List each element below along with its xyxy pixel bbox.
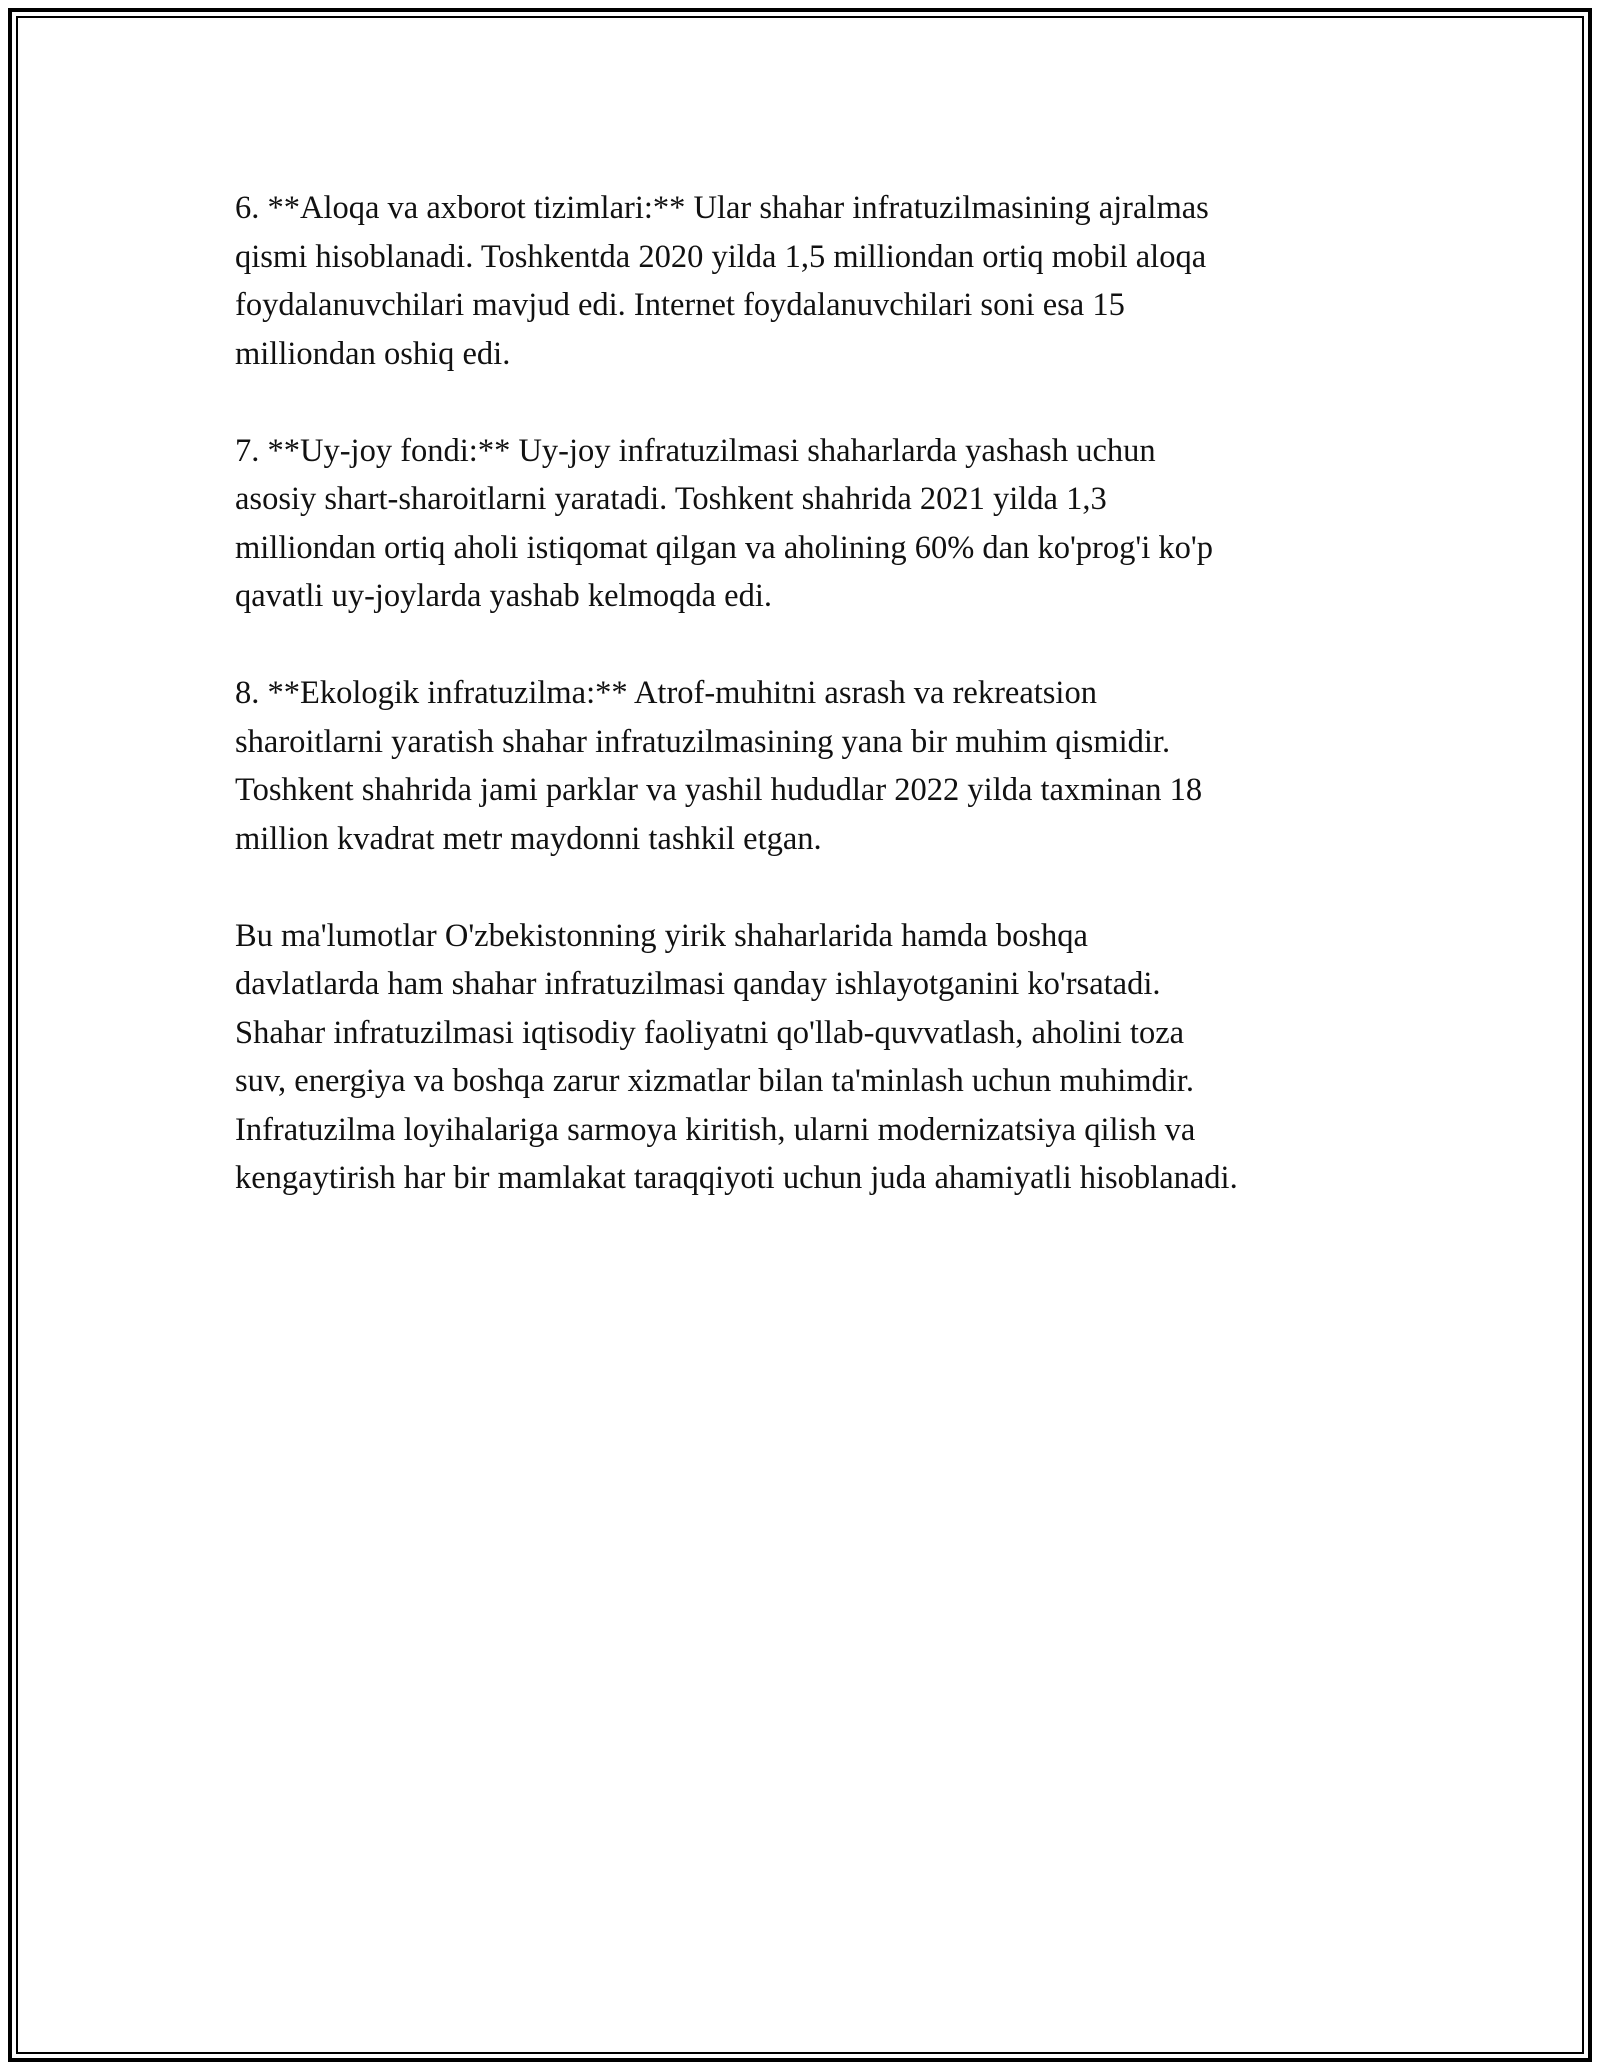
text-line: asosiy shart-sharoitlarni yaratadi. Toshkent shahrida 2021 yilda 1,3 bbox=[235, 481, 1107, 517]
text-line: milliondan oshiq edi. bbox=[235, 335, 511, 372]
text-line: 7. **Uy-joy fondi:** Uy-joy infratuzilmasi shaharlarda yashash uchun bbox=[235, 432, 1156, 469]
text-line: 8. **Ekologik infratuzilma:** Atrof-muhitni asrash va rekreatsion bbox=[235, 675, 1097, 711]
text-line: davlatlarda ham shahar infratuzilmasi qanday ishlayotganini ko'rsatadi. bbox=[235, 966, 1161, 1002]
document-body bbox=[235, 184, 1385, 1251]
paragraph-uy-joy bbox=[235, 427, 1385, 621]
text-line: foydalanuvchilari mavjud edi. Internet foydalanuvchilari soni esa 15 bbox=[235, 287, 1125, 323]
paragraph-conclusion bbox=[235, 912, 1385, 1203]
text-line: 6. **Aloqa va axborot tizimlari:** Ular shahar infratuzilmasining ajralmas bbox=[235, 190, 1209, 226]
paragraph-ekologik bbox=[235, 669, 1385, 863]
text-line: sharoitlarni yaratish shahar infratuzilmasining yana bir muhim qismidir. bbox=[235, 723, 1171, 760]
text-line: Bu ma'lumotlar O'zbekistonning yirik shaharlarida hamda boshqa bbox=[235, 917, 1088, 954]
text-line: suv, energiya va boshqa zarur xizmatlar bilan ta'minlash uchun muhimdir. bbox=[235, 1063, 1194, 1099]
text-line: qismi hisoblanadi. Toshkentda 2020 yilda 1,5 milliondan ortiq mobil aloqa bbox=[235, 238, 1207, 275]
text-line: milliondan ortiq aholi istiqomat qilgan va aholining 60% dan ko'prog'i ko'p bbox=[235, 529, 1213, 566]
text-line: Infratuzilma loyihalariga sarmoya kiritish, ularni modernizatsiya qilish va bbox=[235, 1111, 1196, 1148]
text-line: qavatli uy-joylarda yashab kelmoqda edi. bbox=[235, 578, 772, 614]
text-line: kengaytirish har bir mamlakat taraqqiyoti uchun juda ahamiyatli hisoblanadi. bbox=[235, 1160, 1238, 1196]
text-line: million kvadrat metr maydonni tashkil etgan. bbox=[235, 820, 822, 857]
text-line: Shahar infratuzilmasi iqtisodiy faoliyatni qo'llab-quvvatlash, aholini toza bbox=[235, 1014, 1185, 1051]
paragraph-aloqa bbox=[235, 184, 1385, 378]
text-line: Toshkent shahrida jami parklar va yashil hududlar 2022 yilda taxminan 18 bbox=[235, 772, 1203, 808]
